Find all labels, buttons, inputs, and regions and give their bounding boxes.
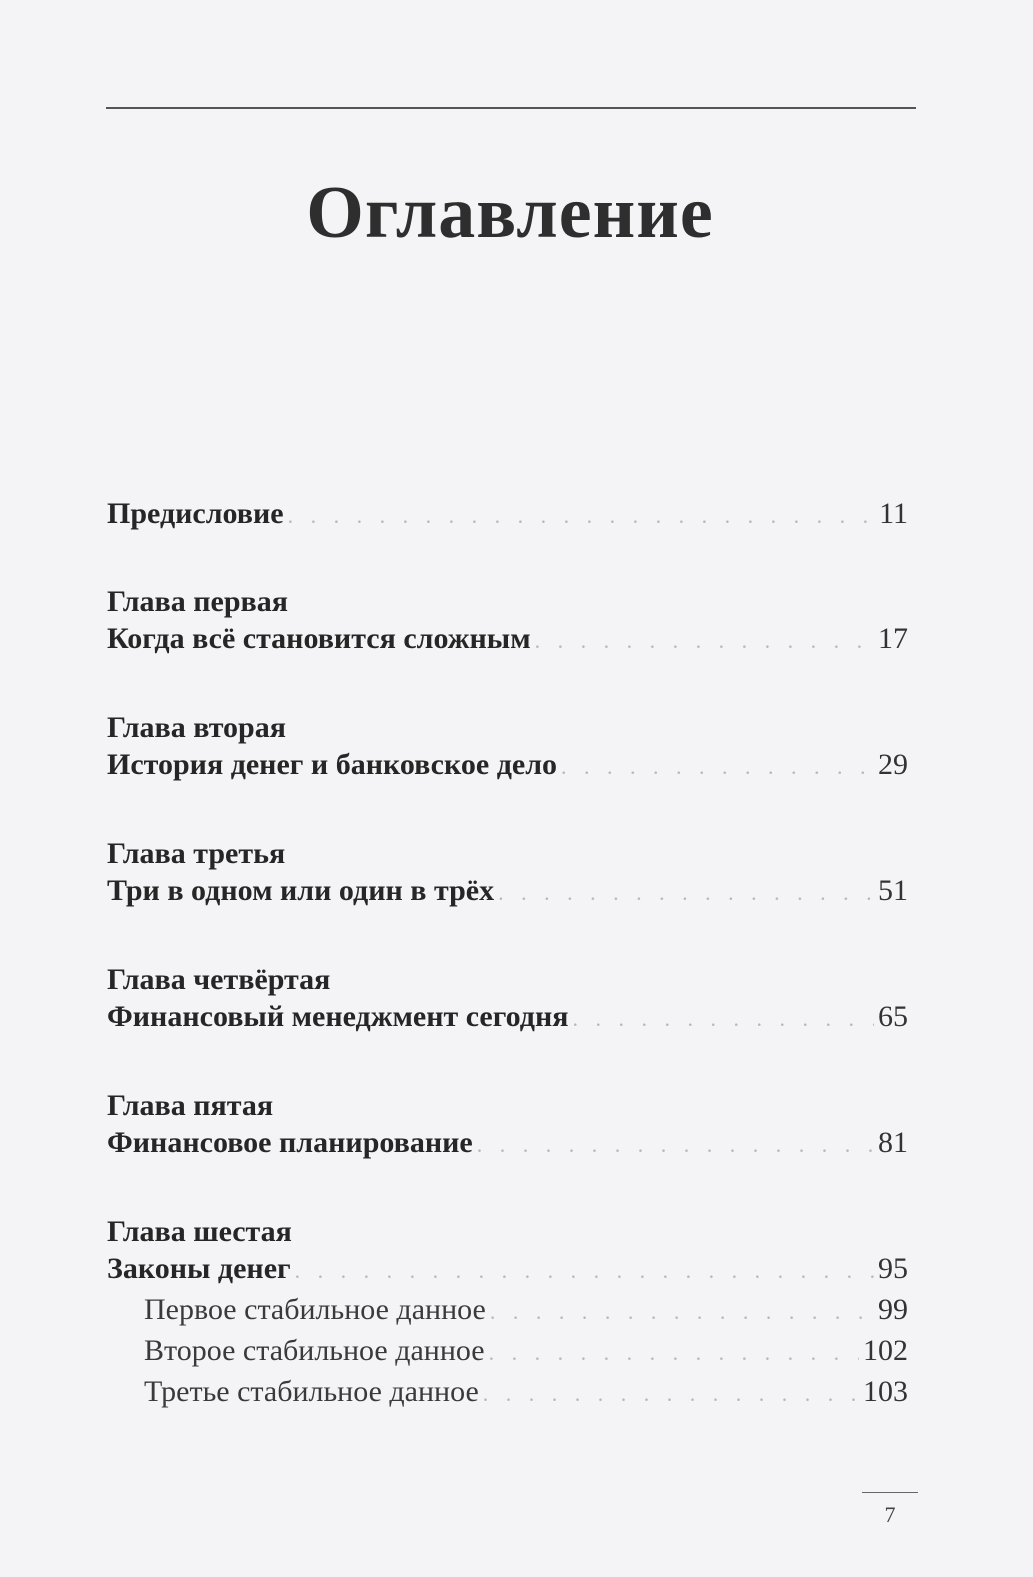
entry-page: 65 [878, 1000, 908, 1033]
entry-title: Законы денег [107, 1252, 291, 1285]
toc-entry[interactable] [107, 1000, 908, 1041]
toc-entry[interactable] [107, 748, 908, 789]
page-title: Оглавление [306, 172, 714, 254]
entry-title: Финансовый менеджмент сегодня [107, 1000, 569, 1033]
entry-page: 11 [879, 497, 908, 530]
toc-chapter-5 [107, 1085, 908, 1211]
entry-title: Финансовое планирование [107, 1126, 473, 1159]
dot-leader [535, 628, 874, 654]
chapter-number: Глава четвёртая [107, 963, 331, 996]
dot-leader [572, 1006, 874, 1032]
toc-chapter-3 [107, 833, 908, 959]
toc-subentry[interactable] [107, 1375, 908, 1416]
toc-entry[interactable] [107, 1252, 908, 1293]
toc-entry[interactable] [107, 622, 908, 663]
subentry-title: Третье стабильное данное [144, 1375, 479, 1408]
page-number: 7 [884, 1502, 896, 1527]
toc-entry[interactable] [107, 874, 908, 915]
dot-leader [483, 1381, 859, 1407]
subentry-title: Второе стабильное данное [144, 1334, 485, 1367]
chapter-number: Глава вторая [107, 711, 286, 744]
footer-rule [862, 1492, 918, 1493]
toc-chapter-2 [107, 707, 908, 833]
toc-entry[interactable] [107, 1126, 908, 1167]
entry-page: 51 [878, 874, 908, 907]
dot-leader [490, 1299, 874, 1325]
dot-leader [498, 880, 874, 906]
dot-leader [295, 1258, 874, 1284]
top-rule [106, 107, 916, 109]
chapter-number: Глава пятая [107, 1089, 274, 1122]
toc-entry[interactable] [107, 497, 908, 538]
entry-page: 17 [878, 622, 908, 655]
toc-subentry[interactable] [107, 1293, 908, 1334]
entry-title: История денег и банковское дело [107, 748, 558, 781]
entry-title: Три в одном или один в трёх [107, 874, 495, 907]
entry-title: Предисловие [107, 497, 284, 530]
chapter-number: Глава первая [107, 585, 288, 618]
toc-preface [107, 497, 908, 581]
entry-page: 29 [878, 748, 908, 781]
dot-leader [477, 1132, 874, 1158]
chapter-number: Глава шестая [107, 1215, 292, 1248]
toc-chapter-6 [107, 1211, 908, 1416]
entry-title: Когда всё становится сложным [107, 622, 531, 655]
subentry-title: Первое стабильное данное [144, 1293, 486, 1326]
entry-page: 95 [878, 1252, 908, 1285]
toc-subentry[interactable] [107, 1334, 908, 1375]
subentry-page: 99 [878, 1293, 908, 1326]
entry-page: 81 [878, 1126, 908, 1159]
table-of-contents [107, 497, 908, 1416]
subentry-page: 103 [863, 1375, 908, 1408]
toc-chapter-4 [107, 959, 908, 1085]
dot-leader [489, 1340, 859, 1366]
dot-leader [561, 754, 874, 780]
chapter-number: Глава третья [107, 837, 286, 870]
toc-chapter-1 [107, 581, 908, 707]
dot-leader [288, 503, 876, 529]
subentry-page: 102 [863, 1334, 908, 1367]
